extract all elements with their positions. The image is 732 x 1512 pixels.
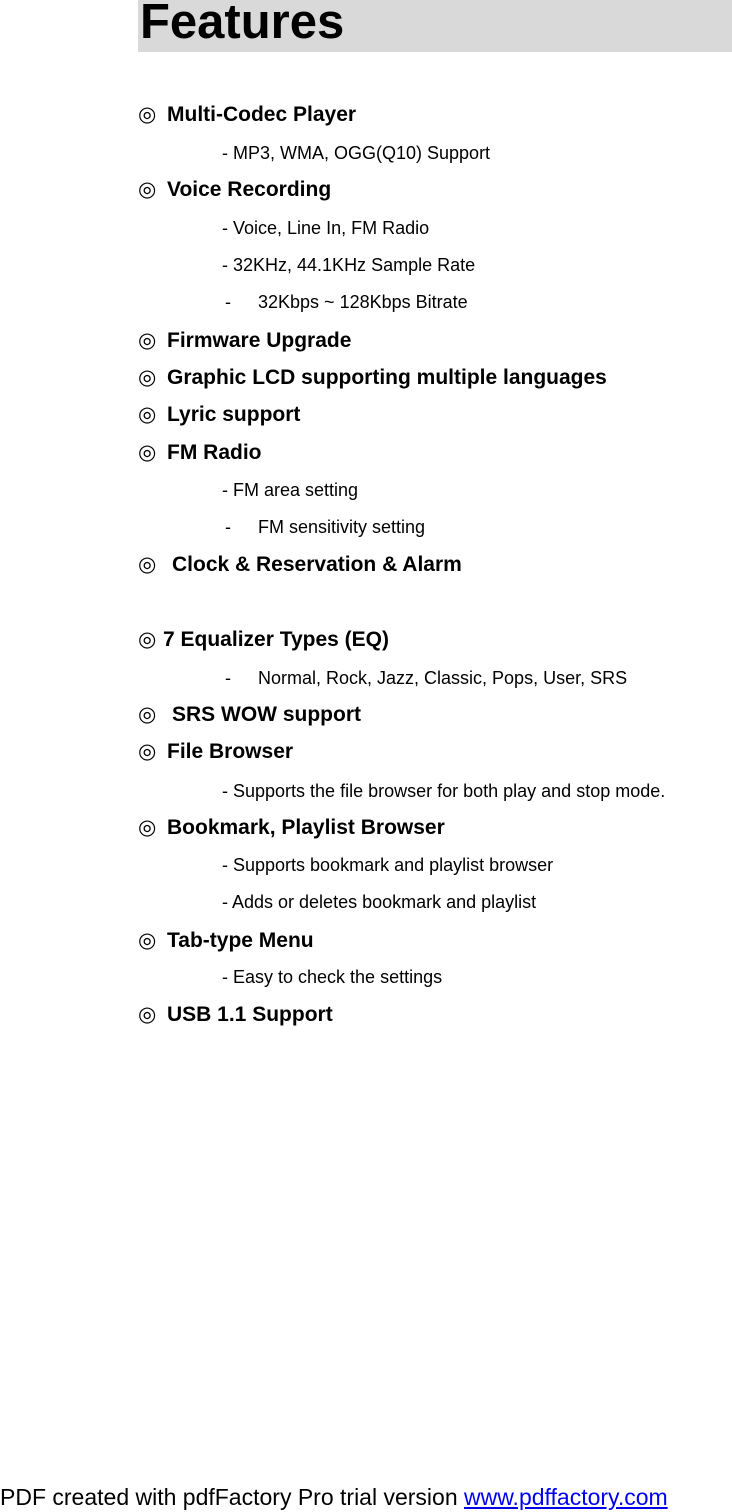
feature-heading-label: Firmware Upgrade xyxy=(167,329,352,352)
feature-heading-multi-codec-player xyxy=(138,102,356,128)
feature-heading-label: 7 Equalizer Types (EQ) xyxy=(163,628,390,651)
feature-heading-label: Lyric support xyxy=(167,403,301,426)
feature-heading-bookmark-playlist xyxy=(138,815,445,841)
feature-detail: - Voice, Line In, FM Radio xyxy=(222,218,430,238)
feature-heading-label: Bookmark, Playlist Browser xyxy=(167,816,445,839)
footer-text: PDF created with pdfFactory Pro trial version xyxy=(0,1484,464,1510)
feature-heading-label: USB 1.1 Support xyxy=(167,1003,333,1026)
title-bar xyxy=(138,0,732,52)
feature-detail-text: Normal, Rock, Jazz, Classic, Pops, User, SRS xyxy=(258,668,628,688)
page-title: Features xyxy=(140,0,345,49)
double-circle-icon: ◎ xyxy=(138,703,157,726)
feature-detail-text: FM sensitivity setting xyxy=(258,517,426,537)
feature-detail: - 32KHz, 44.1KHz Sample Rate xyxy=(222,255,476,275)
feature-heading-label: File Browser xyxy=(167,740,294,763)
feature-detail xyxy=(225,516,425,538)
double-circle-icon: ◎ xyxy=(138,178,157,201)
feature-heading-srs-wow xyxy=(138,702,361,728)
feature-heading-label: Multi-Codec Player xyxy=(167,103,357,126)
feature-heading-label: Tab-type Menu xyxy=(167,929,314,952)
feature-detail: - FM area setting xyxy=(222,480,359,500)
feature-heading-tab-menu xyxy=(138,928,314,954)
double-circle-icon: ◎ xyxy=(138,329,157,352)
feature-detail: - Easy to check the settings xyxy=(222,967,443,987)
double-circle-icon: ◎ xyxy=(138,929,157,952)
feature-detail: - Supports the file browser for both play and stop mode. xyxy=(222,781,666,801)
feature-heading-clock-alarm xyxy=(138,552,462,578)
feature-heading-label: Voice Recording xyxy=(167,178,332,201)
double-circle-icon: ◎ xyxy=(138,403,157,426)
feature-detail xyxy=(225,667,627,689)
dash-marker: - xyxy=(225,517,231,537)
dash-marker: - xyxy=(225,668,231,688)
feature-heading-fm-radio xyxy=(138,440,262,466)
double-circle-icon: ◎ xyxy=(138,103,157,126)
feature-heading-voice-recording xyxy=(138,177,331,203)
double-circle-icon: ◎ xyxy=(138,441,157,464)
feature-heading-equalizer xyxy=(138,627,389,653)
double-circle-icon: ◎ xyxy=(138,553,157,576)
double-circle-icon: ◎ xyxy=(138,816,157,839)
feature-detail xyxy=(225,291,468,313)
double-circle-icon: ◎ xyxy=(138,1003,157,1026)
double-circle-icon: ◎ xyxy=(138,740,157,763)
feature-heading-label: Clock & Reservation & Alarm xyxy=(172,553,462,576)
pdf-footer xyxy=(0,1482,668,1512)
feature-heading-label: SRS WOW support xyxy=(172,703,361,726)
feature-heading-firmware-upgrade xyxy=(138,328,351,354)
feature-heading-usb-support xyxy=(138,1002,333,1028)
feature-detail: - Adds or deletes bookmark and playlist xyxy=(222,892,537,912)
feature-detail: - Supports bookmark and playlist browser xyxy=(222,855,554,875)
feature-heading-lyric-support xyxy=(138,402,300,428)
feature-heading-file-browser xyxy=(138,739,293,765)
dash-marker: - xyxy=(225,292,231,312)
footer-link[interactable]: www.pdffactory.com xyxy=(464,1484,668,1510)
feature-detail: - MP3, WMA, OGG(Q10) Support xyxy=(222,143,491,163)
double-circle-icon: ◎ xyxy=(138,366,157,389)
feature-heading-label: Graphic LCD supporting multiple languages xyxy=(167,366,607,389)
double-circle-icon: ◎ xyxy=(138,628,157,651)
feature-detail-text: 32Kbps ~ 128Kbps Bitrate xyxy=(258,292,468,312)
feature-heading-label: FM Radio xyxy=(167,441,262,464)
feature-heading-graphic-lcd xyxy=(138,365,607,391)
